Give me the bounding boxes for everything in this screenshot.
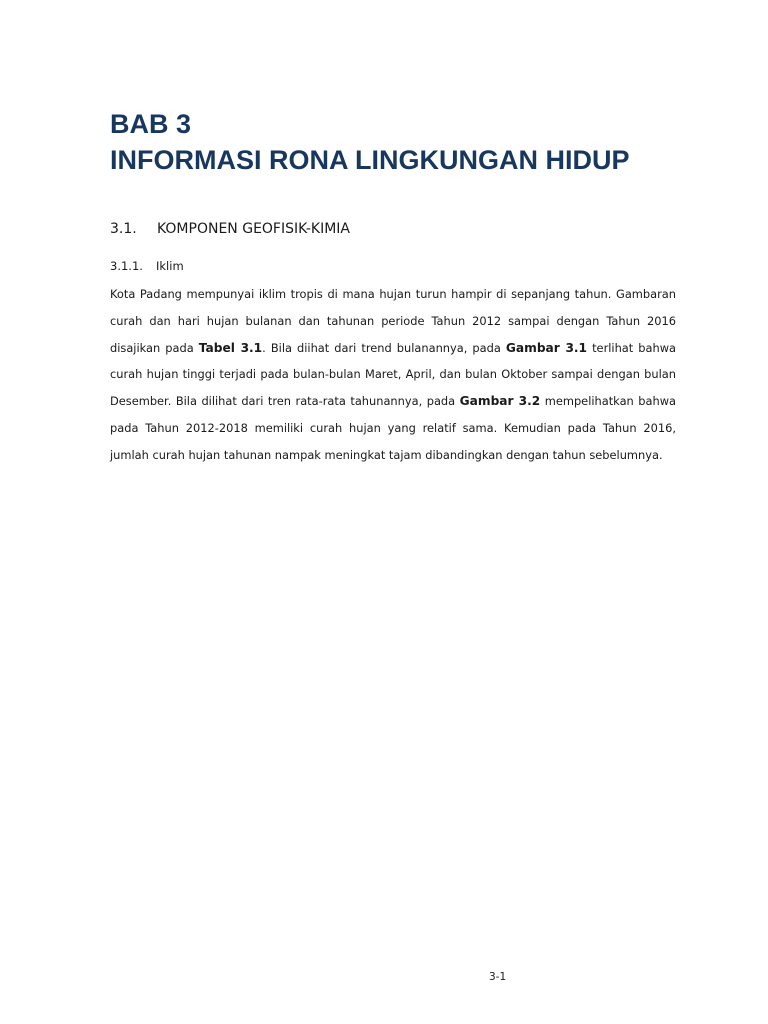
section-number: 3.1. (110, 221, 137, 237)
paragraph-text-4: mempelihatkan bahwa pada Tahun 2012-2018 memiliki curah hujan yang relatif sama. Kemudian pada Tahun 2016, jumlah curah hujan tahunan nampak meningkat tajam dibandingkan dengan tahun sebelumnya. (110, 394, 677, 462)
table-reference: Tabel 3.1 (198, 340, 263, 355)
subsection-heading (110, 258, 184, 274)
paragraph-text-1: Kota Padang mempunyai iklim tropis di mana hujan turun hampir di sepanjang tahun. Gambaran curah dan hari hujan bulanan dan tahunan periode Tahun 2012 sampai dengan Tahun 2016 disajikan pada (110, 287, 676, 355)
chapter-heading (110, 106, 710, 178)
body-paragraph (110, 281, 676, 469)
figure-reference-2: Gambar 3.2 (459, 394, 541, 409)
paragraph-text-3: terlihat bahwa curah hujan tinggi terjadi pada bulan-bulan Maret, April, dan bulan Oktober sampai dengan bulan Desember. Bila dilihat dari tren rata-rata tahunannya, pada (110, 340, 677, 409)
section-heading (110, 219, 350, 239)
chapter-label: BAB 3 (110, 109, 192, 139)
section-title: KOMPONEN GEOFISIK-KIMIA (157, 221, 350, 237)
subsection-number: 3.1.1. (110, 259, 143, 273)
page-number: 3-1 (489, 971, 507, 983)
figure-reference-1: Gambar 3.1 (505, 340, 588, 355)
paragraph-text-2: . Bila diihat dari trend bulanannya, pada (262, 340, 506, 355)
subsection-title: Iklim (156, 259, 184, 273)
chapter-title: INFORMASI RONA LINGKUNGAN HIDUP (110, 145, 630, 175)
